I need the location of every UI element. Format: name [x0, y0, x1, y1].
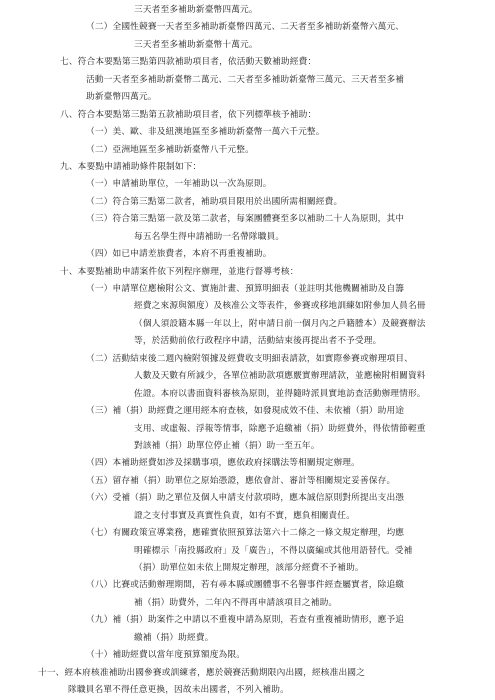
text-line: 三天者至多補助新臺幣十萬元。 [134, 39, 258, 50]
text-line: （一）申請單位應檢附公文、實施計畫、預算明細表（並註明其他機關補助及自籌 [86, 284, 405, 294]
text-line: （二）活動結束後二週內檢附領據及經費收支明細表請款，如實際參賽或辦理項目、 [86, 353, 413, 364]
text-line: （個人須設籍本縣一年以上，附申請日前一個月內之戶籍謄本）及競賽辦法 [134, 318, 426, 329]
text-line: 繳補（捐）助經費。 [134, 632, 214, 643]
text-line: 明確標示「南投縣政府」及「廣告」，不得以廣編或其他用語替代。受補 [134, 545, 413, 556]
text-line: （五）留存補（捐）助單位之原始憑證，應依會計、審計等相關規定妥善保存。 [86, 475, 396, 486]
text-line: （十）補助經費以當年度預算額度為限。 [86, 650, 246, 661]
text-line: 三天者至多補助新臺幣四萬元。 [134, 5, 258, 15]
text-line: （三）符合第三點第一款及第二款者，每案團體賽至多以補助二十人為原則，其中 [86, 214, 405, 225]
text-line: 九、本要點申請補助條件限制如下： [60, 161, 202, 172]
text-line: （一）申請補助單位，一年補助以一次為原則。 [86, 179, 272, 190]
text-line: （七）有關政策宣導業務，應確實依照預算法第六十二條之一條文規定辦理，均應 [86, 528, 405, 539]
text-line: 證之支付事實及真實性負責，如有不實，應負相關責任。 [134, 510, 355, 521]
text-line: 經費之來源與額度）及核准公文等表件，參賽或移地訓練如附參加人員名冊 [134, 301, 426, 312]
text-line: 人數及天數有所減少，各單位補助款項應覈實辦理請款，並應檢附相關資料 [134, 371, 426, 382]
text-line: 助新臺幣四萬元。 [86, 92, 157, 103]
text-line: （八）比賽或活動辦理期間，若有尋本縣或團體事不名譽事件經查屬實者，除追繳 [86, 580, 405, 591]
text-line: 十一、經本府核准補助出國參賽或訓練者，應於競賽活動期限內出國，經核准出國之 [38, 667, 365, 678]
text-line: 補（捐）助費外，二年內不得再申請該項目之補助。 [134, 597, 338, 608]
text-line: 對該補（捐）助單位停止補（捐）助一至五年。 [134, 440, 320, 451]
text-line: （二）全國性競賽一天者至多補助新臺幣四萬元、二天者至多補助新臺幣六萬元、 [86, 22, 405, 33]
text-line: 七、符合本要點第三點第四款補助項目者，依活動天數補助經費： [60, 57, 317, 68]
text-line: 隊職員名單不得任意更換，因故未出國者，不列入補助。 [68, 685, 289, 695]
text-line: 十、本要點補助申請案件依下列程序辦理，並進行督導考核： [60, 266, 299, 277]
text-line: 活動一天者至多補助新臺幣二萬元、二天者至多補助新臺幣三萬元、三天者至多補 [86, 74, 405, 85]
text-line: （捐）助單位如未依上開規定辦理，該部分經費不予補助。 [134, 562, 364, 573]
text-line: 每五名學生得申請補助一名帶隊職員。 [134, 231, 285, 242]
text-line: （六）受補（捐）助之單位及個人申請支付款項時，應本誠信原則對所提出支出憑 [86, 493, 405, 504]
text-line: 佐證。本府以書面資料審核為原則，並得隨時派員實地訪查活動辦理情形。 [134, 388, 426, 399]
text-line: 八、符合本要點第三點第五款補助項目者，依下列標準核予補助： [60, 109, 317, 120]
text-line: （一）美、歐、非及紐澳地區至多補助新臺幣一萬六千元整。 [86, 127, 325, 138]
text-line: （二）亞洲地區至多補助新臺幣八千元整。 [86, 144, 254, 155]
text-line: 支用、或虛報、浮報等情事，除應予追繳補（捐）助經費外，得依情節輕重 [134, 423, 426, 434]
text-line: （二）符合第三點第二款者，補助項目限用於出國所需相關經費。 [86, 196, 343, 207]
text-line: （四）如已申請差旅費者，本府不再重複補助。 [86, 249, 272, 260]
text-line: （三）補（捐）助經費之運用經本府查核，如發現成效不佳、未依補（捐）助用途 [86, 406, 405, 416]
text-line: （四）本補助經費如涉及採購事項，應依政府採購法等相關規定辦理。 [86, 458, 360, 469]
text-line: （九）補（捐）助案件之申請以不重複申請為原則，若查有重複補助情形，應予追 [86, 615, 405, 626]
text-line: 等，於活動前依行政程序申請，活動結束後再提出者不予受理。 [134, 336, 382, 347]
